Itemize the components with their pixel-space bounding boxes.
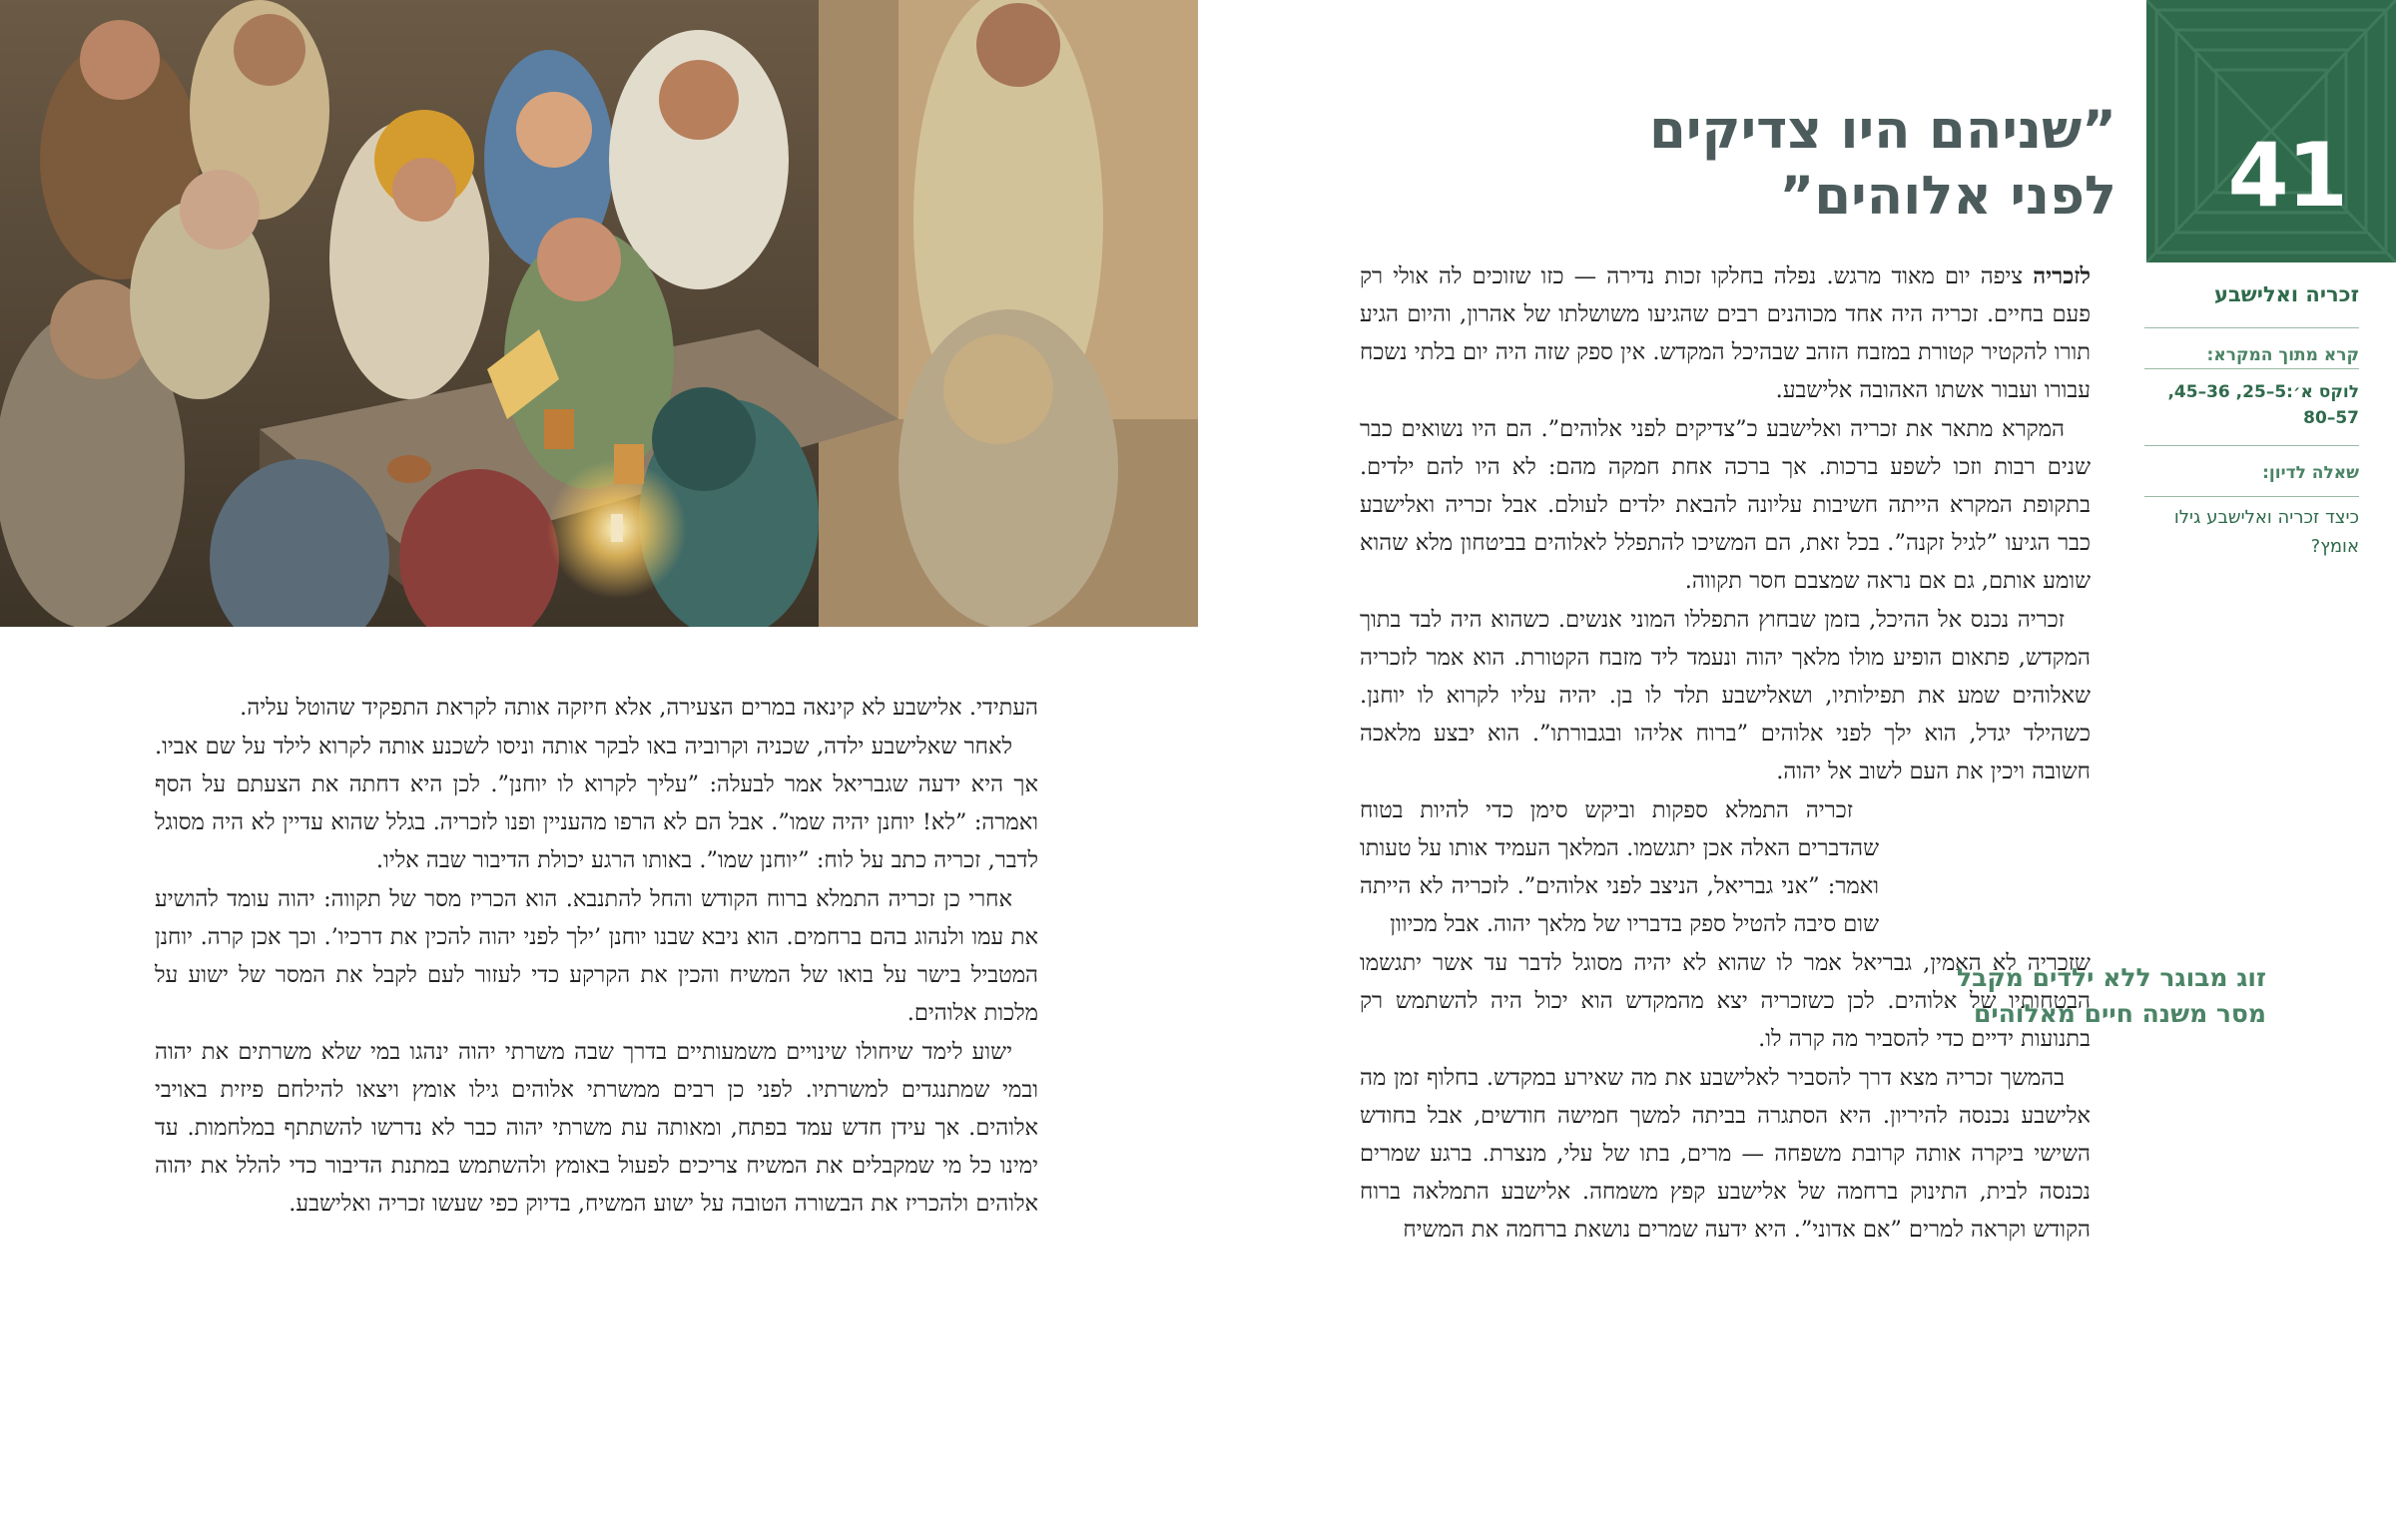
- right-paragraph-1: [1360, 257, 2091, 409]
- sidebar-discussion-question: כיצד זכריה ואלישבע גילו אומץ?: [2173, 507, 2359, 557]
- title-line-2: לפני אלוהים”: [1779, 166, 2116, 227]
- right-paragraph-1-text: ציפה יום מאוד מרגש. נפלה בחלקו זכות נדירה — כזו שזוכים לה אולי רק פעם בחיים. זכריה היה אחד מכוהנים רבים שהגיעו משושלתו של אהרון, והיום הגיע תורו להקטיר קטורת במזבח הזהב שבהיכל המקדש. אין ספק שזה היה יום בלתי נשכח עבורו ועבור אשתו האהובה אלישבע.: [1360, 263, 2091, 403]
- right-paragraph-4b: שזכריה לא האמין, גבריאל אמר לו שהוא לא יהיה מסוגל לדבר עד אשר יתגשמו הבטחותיו של אלוהים. לכן כשזכריה יצא מהמקדש הוא יכול היה להשתמש רק בתנועות ידיים כדי להסביר מה קרה לו.: [1360, 950, 2091, 1052]
- drop-lead-word: לזכריה: [2033, 263, 2091, 289]
- sidebar-reading-block: [2144, 328, 2359, 369]
- left-paragraph-1: העתידי. אלישבע לא קינאה במרים הצעירה, אלא חיזקה אותה לקראת התפקיד שהוטל עליה.: [240, 695, 1038, 721]
- sidebar-reading-label: קרא מתוך המקרא:: [2206, 345, 2359, 365]
- right-paragraph-3: זכריה נכנס אל ההיכל, בזמן שבחוץ התפללו המוני אנשים. כשהוא היה לבד בתוך המקדש, פתאום הופיע מולו מלאך יהוה ונעמד ליד מזבח הקטורת. הוא אמר לזכריה שאלוהים שמע את תפילותיו, ושאלישבע תלד לו בן. יהיה עליו לקרוא לו יוחנן. כשהילד יגדל, הוא ילך לפני אלוהים ”ברוח אליהו ובגבורתו”. הוא יבצע מלאכה חשובה ויכין את העם לשוב אל יהוה.: [1360, 607, 2091, 784]
- pull-quote: זוג מבוגר ללא ילדים מקבל מסר משנה חיים מאלוהים: [1957, 963, 2266, 1028]
- page-title: [1338, 98, 2116, 230]
- lesson-banner: [2146, 0, 2396, 262]
- sidebar-reading-refs-block: [2144, 369, 2359, 446]
- right-paragraph-4a: זכריה התמלא ספקות וביקש סימן כדי להיות בטוח שהדברים האלה אכן יתגשמו. המלאך העמיד אותו על טעותו ואמר: ”אני גבריאל, הניצב לפני אלוהים”. לזכריה לא הייתה שום סיבה להטיל ספק בדבריו של מלאך יהוה. אבל מכיוון: [1360, 797, 1879, 937]
- left-paragraph-2: לאחר שאלישבע ילדה, שכניה וקרוביה באו לבקר אותה וניסו לשכנע אותה לקרוא לילד על שם אביו. אך היא ידעה שגבריאל אמר לבעלה: ”עליך לקרוא לו יוחנן”. לכן היא דחתה את הצעתם על הסף ואמרה: ”לא! יוחנן יהיה שמו”. אבל הם לא הרפו מהעניין ופנו לזכריה. בגלל שהוא עדיין לא היה מסוגל לדבר, זכריה כתב על לוח: ”יוחנן שמו”. באותו הרגע יכולת הדיבור שבה אליו.: [155, 734, 1038, 873]
- left-paragraph-3: אחרי כן זכריה התמלא ברוח הקודש והחל להתנבא. הוא הכריז מסר של תקווה: יהוה עומד להושיע את עמו ולנהוג בהם ברחמים. הוא ניבא שבנו יוחנן ’ילך לפני יהוה להכין את דרכיו’. וכך אכן קרה. יוחנן המטביל בישר על בואו של המשיח והכין את הקרקע כדי לעזור לעם לקבל את המסר של ישוע על מלכות אלוהים.: [155, 886, 1038, 1026]
- title-line-1: ”שניהם היו צדיקים: [1649, 100, 2116, 161]
- right-paragraph-5: בהמשך זכריה מצא דרך להסביר לאלישבע את מה שאירע במקדש. בחלוף זמן מה אלישבע נכנסה להיריון. היא הסתגרה בביתה למשך חמישה חודשים, אבל בחודש השישי ביקרה אותה קרובת משפחה — מרים, בתו של עלי, מנצרת. ברגע שמרים נכנסה לבית, התינוק ברחמה של אלישבע קפץ משמחה. אלישבע התמלאה ברוח הקודש וקראה למרים ”אם אדוני”. היא ידעה שמרים נושאת ברחמה את המשיח: [1360, 1065, 2091, 1243]
- sidebar: [2144, 279, 2359, 561]
- right-column: [1360, 257, 2091, 1250]
- right-paragraph-2: המקרא מתאר את זכריה ואלישבע כ”צדיקים לפני אלוהים”. הם היו נשואים כבר שנים רבות וזכו לשפע ברכות. אך ברכה אחת חמקה מהם: לא היו להם ילדים. בתקופת המקרא הייתה חשיבות עליונה להבאת ילדים לעולם. אבל זכריה ואלישבע כבר הגיעו ”לגיל זקנה”. בכל זאת, הם המשיכו להתפלל לאלוהים בביטחון מלא שהוא שומע אותם, גם אם נראה שמצבם חסר תקווה.: [1360, 416, 2091, 594]
- left-column: [155, 689, 1038, 1224]
- painting-illustration: [0, 0, 1198, 627]
- left-paragraph-4: ישוע לימד שיחולו שינויים משמעותיים בדרך שבה משרתי יהוה ינהגו במי שלא משרתים את יהוה ובמי שמתנגדים למשרתיו. לפני כן רבים ממשרתי אלוהים גילו אומץ ויצאו להילחם פיזית באויבי אלוהים. אך עידן חדש עמד בפתח, ומאותה עת משרתי יהוה כבר לא נדרשו להשתתף במלחמות. עד ימינו כל מי שמקבלים את המשיח צריכים לפעול באומץ ולהשתמש במתנת הדיבור כדי להלל את יהוה אלוהים ולהכריז את הבשורה הטובה על ישוע המשיח, בדיוק כפי שעשו זכריה ואלישבע.: [155, 1039, 1038, 1217]
- sidebar-reading-refs: לוקס א׳:5–25, 36–45, 57–80: [2167, 382, 2359, 428]
- sidebar-discussion-label: שאלה לדיון:: [2262, 463, 2359, 483]
- sidebar-discussion-block: [2144, 446, 2359, 497]
- lesson-number: 41: [2227, 124, 2346, 227]
- sidebar-story-name: זכריה ואלישבע: [2144, 279, 2359, 328]
